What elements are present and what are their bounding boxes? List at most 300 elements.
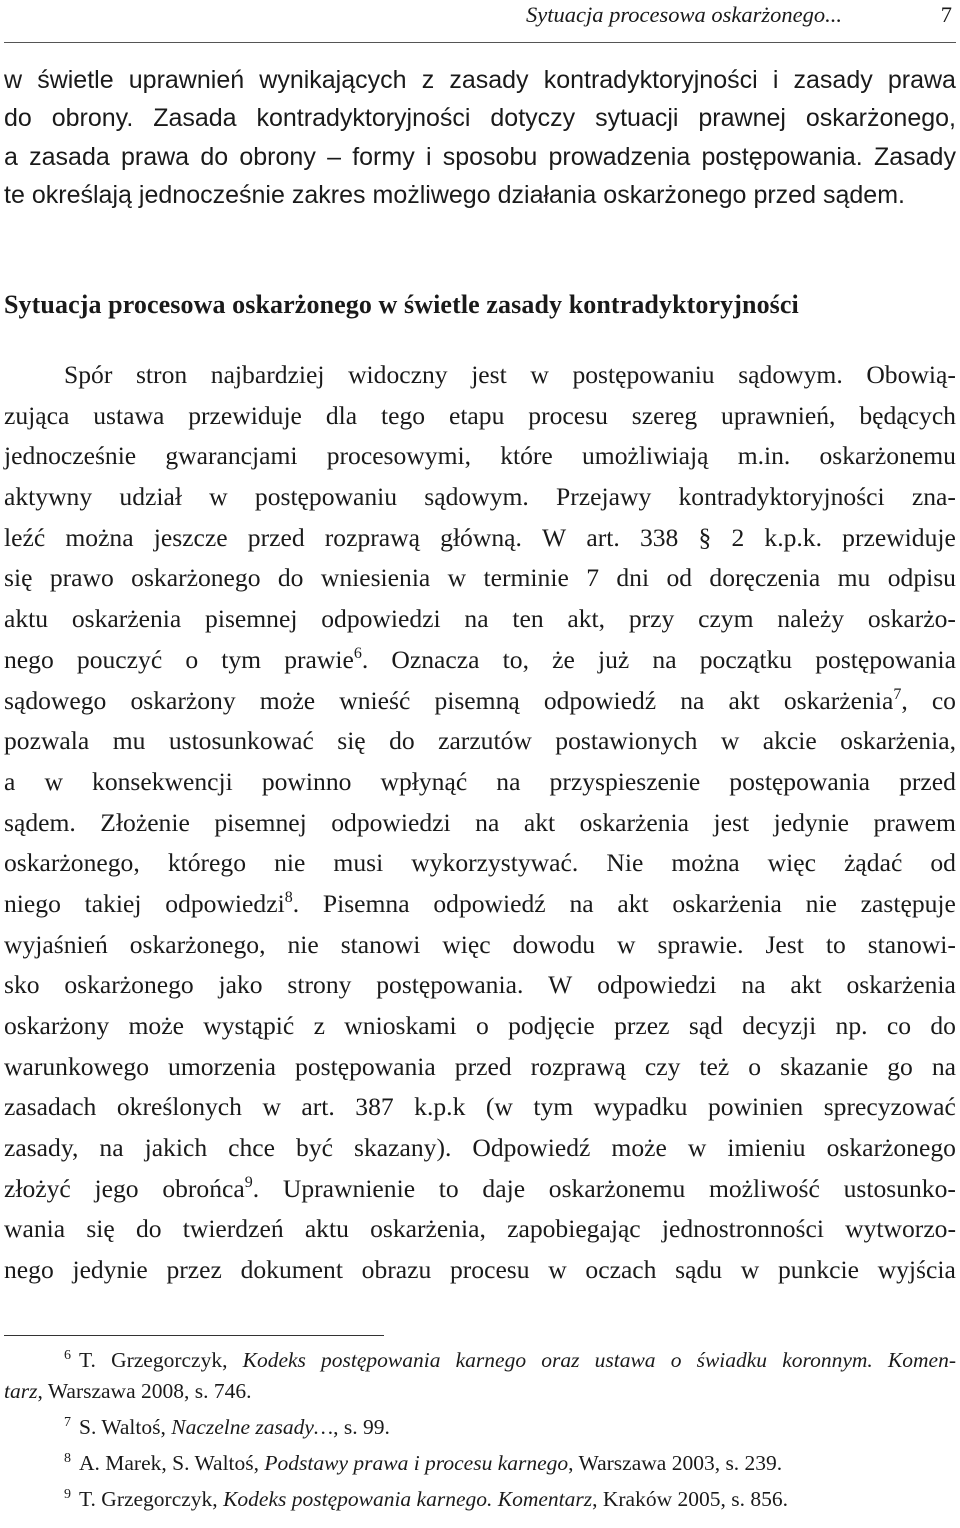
word: postępowaniu xyxy=(572,360,715,389)
word: warunkowego xyxy=(4,1051,149,1081)
text-line xyxy=(4,61,956,99)
word: Spór xyxy=(64,360,113,389)
word: zastępuje xyxy=(860,888,956,918)
word: to xyxy=(438,1173,459,1203)
word: formy xyxy=(352,142,415,171)
word: tym xyxy=(533,1092,574,1122)
word: przed xyxy=(454,1051,512,1081)
word: złożyć xyxy=(4,1173,71,1203)
word: na xyxy=(99,1133,124,1163)
word: w xyxy=(548,1255,567,1285)
text-line xyxy=(4,925,956,966)
word: będących xyxy=(859,400,956,430)
word: uprawnień, xyxy=(721,400,836,430)
footnote-text: A. Marek, S. Waltoś, xyxy=(79,1451,265,1475)
word: działania xyxy=(497,180,597,209)
word: możliwego xyxy=(372,180,491,209)
word: ustawa xyxy=(594,1348,656,1372)
word: Złożenie xyxy=(100,807,190,837)
word: Obowią- xyxy=(866,360,956,389)
word: oskarżonemu xyxy=(819,441,956,471)
word: zarzutów xyxy=(438,726,532,756)
word: w xyxy=(262,1092,281,1122)
word: przy xyxy=(628,604,675,634)
word: Odpowiedź xyxy=(472,1133,591,1163)
word: na xyxy=(569,888,594,918)
footnote-text: T. Grzegorczyk, xyxy=(79,1487,224,1511)
text-line xyxy=(4,884,956,925)
word: postępowania xyxy=(321,1348,441,1372)
word: Jest xyxy=(765,929,804,959)
word: zasady xyxy=(449,66,529,94)
footnote-title: Kodeks postępowania karnego. Komentarz xyxy=(223,1487,593,1511)
text-line xyxy=(4,436,956,477)
word: wpłynąć xyxy=(380,766,468,796)
word: aktywny xyxy=(4,482,93,512)
word: wynikających xyxy=(259,66,407,94)
word: tego xyxy=(380,400,426,430)
word: w xyxy=(44,766,63,796)
word: prawem xyxy=(873,807,956,837)
word: przyspieszenie xyxy=(549,766,701,796)
word: mu xyxy=(837,563,871,593)
word: początku xyxy=(699,644,793,674)
word: więc xyxy=(767,848,816,878)
word: dotyczy xyxy=(490,104,576,133)
word: czym xyxy=(698,604,754,634)
footnote-text: S. Waltoś, xyxy=(79,1415,172,1439)
word: zapobiegając xyxy=(507,1214,641,1244)
word: wniesienia xyxy=(320,563,431,593)
word: aktu xyxy=(304,1214,349,1244)
word: m.in. xyxy=(737,441,791,471)
word: oskarżenia, xyxy=(370,1214,486,1244)
word: sąd xyxy=(688,1011,723,1040)
word: prawie$^6$. xyxy=(284,644,369,674)
word: oskarżenia xyxy=(846,970,956,1000)
word: już xyxy=(597,644,630,674)
word: prawa xyxy=(121,142,190,171)
word: karnego xyxy=(455,1348,527,1372)
word: umożliwiają xyxy=(581,441,709,471)
word: np. xyxy=(835,1011,868,1040)
word: zna- xyxy=(911,482,956,512)
word: obrazu xyxy=(361,1255,432,1285)
text-line xyxy=(4,477,956,518)
word: które xyxy=(500,441,553,471)
word: oskarżony xyxy=(4,1011,110,1040)
word: może xyxy=(128,1011,184,1040)
word: chce xyxy=(228,1133,276,1163)
header-rule xyxy=(4,42,956,43)
word: obrony. xyxy=(51,104,134,133)
word: postępowaniu xyxy=(254,482,398,512)
word: akt xyxy=(617,888,649,918)
word: 387 xyxy=(355,1092,394,1122)
word: na xyxy=(464,604,489,634)
word: oskarżonego xyxy=(64,970,194,1000)
word: prawo xyxy=(49,563,114,593)
text-line xyxy=(4,396,956,437)
word: określonych xyxy=(116,1092,242,1122)
word: o xyxy=(185,644,199,674)
word: można xyxy=(671,848,740,878)
footnote-separator xyxy=(4,1335,384,1336)
text-line xyxy=(4,1169,956,1210)
word: się xyxy=(4,563,33,593)
word: w xyxy=(209,482,228,512)
word: przez xyxy=(614,1011,670,1040)
word: przewiduje xyxy=(188,400,302,430)
word: pouczyć xyxy=(76,644,163,674)
word: dla xyxy=(325,400,358,430)
footnote-reference[interactable]: 9 xyxy=(244,1173,253,1191)
text-line xyxy=(4,965,956,1006)
word: to xyxy=(825,929,846,959)
word: sytuacji xyxy=(595,104,679,133)
word: przed xyxy=(247,522,305,552)
word: rozprawą xyxy=(324,522,420,552)
word: k.p.k. xyxy=(764,522,822,552)
text-line xyxy=(4,599,956,640)
word: terminie xyxy=(483,563,569,593)
word: leźć xyxy=(4,522,46,552)
text-line xyxy=(4,138,956,176)
word: odpisu xyxy=(887,563,956,593)
word: z xyxy=(313,1011,325,1040)
word: oskarżonego, xyxy=(129,929,266,959)
body-paragraph xyxy=(4,355,956,1291)
text-line xyxy=(4,1047,956,1088)
word: zasadach xyxy=(4,1092,97,1122)
word: możliwość xyxy=(708,1173,820,1203)
word: § xyxy=(698,522,712,552)
word: koronnym. xyxy=(782,1348,873,1372)
footnote-9 xyxy=(4,1484,956,1515)
word: oraz xyxy=(541,1348,580,1372)
text-line xyxy=(4,518,956,559)
footnote-title: Podstawy prawa i procesu karnego xyxy=(264,1451,569,1475)
footnote-reference[interactable]: 8 xyxy=(284,888,293,906)
word: oskarżo- xyxy=(867,604,956,634)
word: obrońca$^9$. xyxy=(162,1173,260,1203)
word: ustosunko- xyxy=(843,1173,956,1203)
word: którego xyxy=(167,848,246,878)
word: na xyxy=(931,1051,956,1081)
text-line xyxy=(4,640,956,681)
word: oskarżonego, xyxy=(805,104,956,133)
word: być xyxy=(296,1133,334,1163)
word: akcie xyxy=(762,726,817,756)
word: doręczenia xyxy=(709,563,821,593)
word: zasada xyxy=(29,142,110,171)
word: widoczny xyxy=(348,360,448,389)
word: przed xyxy=(899,766,956,796)
word: dni xyxy=(616,563,650,593)
word: na xyxy=(741,970,766,1000)
footnote-mark: 7 xyxy=(64,1415,71,1430)
word: jednostronności xyxy=(661,1214,824,1244)
word: Grzegorczyk, xyxy=(111,1348,228,1372)
word: mu xyxy=(112,726,146,756)
word: niego xyxy=(4,888,61,918)
footnote-6 xyxy=(4,1345,956,1376)
word: nego xyxy=(4,1255,54,1285)
word: powinien xyxy=(707,1092,804,1122)
page-number: 7 xyxy=(940,2,952,27)
word: i xyxy=(425,142,432,171)
word: W xyxy=(548,970,573,1000)
word: oczach xyxy=(585,1255,657,1285)
word: oskarżonemu xyxy=(548,1173,686,1203)
word: Zasada xyxy=(153,104,237,133)
word: o xyxy=(670,1348,682,1372)
word: i xyxy=(772,66,779,94)
word: wystąpić xyxy=(203,1011,295,1040)
word: co xyxy=(886,1011,912,1040)
text-line xyxy=(4,176,956,214)
word: procesu xyxy=(528,400,608,430)
word: a xyxy=(4,142,18,171)
word: oskarżonego xyxy=(826,1133,956,1163)
word: przez xyxy=(166,1255,222,1285)
word: odpowiedzi xyxy=(597,970,717,1000)
word: jedynie xyxy=(773,807,849,837)
word: k.p.k xyxy=(414,1092,466,1122)
word: konsekwencji xyxy=(92,766,233,796)
footnote-text: , Warszawa 2008, s. 746. xyxy=(37,1379,252,1403)
text-line xyxy=(4,99,956,137)
intro-paragraph xyxy=(4,61,956,214)
word: wania xyxy=(4,1214,66,1244)
word: najbardziej xyxy=(210,360,325,389)
word: art. xyxy=(586,522,620,552)
word: postępowania xyxy=(815,644,956,674)
word: wypadku xyxy=(593,1092,688,1122)
word: sprawie. xyxy=(657,929,744,959)
word: w xyxy=(4,66,23,94)
word: sądem. xyxy=(4,807,76,837)
word: postępowania xyxy=(729,766,870,796)
word: umorzenia xyxy=(168,1051,277,1081)
word: do xyxy=(389,726,415,756)
word: z xyxy=(421,66,435,94)
footnote-reference[interactable]: 6 xyxy=(353,644,362,662)
word: wyjaśnień xyxy=(4,929,108,959)
running-header xyxy=(4,0,952,30)
word: Uprawnienie xyxy=(282,1173,416,1203)
word: go xyxy=(887,1051,913,1081)
word: zasady, xyxy=(4,1133,79,1163)
word: gwarancjami xyxy=(165,441,298,471)
word: należy xyxy=(777,604,845,634)
word: jego xyxy=(94,1173,139,1203)
text-line xyxy=(4,1209,956,1250)
word: jest xyxy=(471,360,507,389)
word: że xyxy=(552,644,575,674)
word: pisemnej xyxy=(214,807,307,837)
text-line xyxy=(4,558,956,599)
word: 338 xyxy=(639,522,679,552)
word: nego xyxy=(4,644,54,674)
word: sko xyxy=(4,970,40,1000)
word: art. xyxy=(301,1092,335,1122)
word: też xyxy=(699,1051,730,1081)
word: kontradyktoryjności xyxy=(256,104,471,133)
text-line xyxy=(4,762,956,803)
word: Przejawy xyxy=(556,482,652,512)
word: akt, xyxy=(567,604,606,634)
word: akt xyxy=(790,970,822,1000)
word: w xyxy=(720,726,740,756)
text-line xyxy=(4,355,956,396)
word: zasady xyxy=(793,66,873,94)
word: oskarżenia xyxy=(71,604,182,634)
footnotes xyxy=(4,1345,956,1515)
word: do xyxy=(4,104,32,133)
word: dowodu xyxy=(512,929,596,959)
word: przed xyxy=(753,180,816,209)
word: – xyxy=(327,142,341,171)
word: oskarżenia xyxy=(672,888,782,918)
word: etapu xyxy=(448,400,505,430)
word: oskarżenia, xyxy=(840,726,956,756)
word: postępowania. xyxy=(701,142,863,171)
text-line xyxy=(4,681,956,722)
word: oskarżonego, xyxy=(4,848,140,878)
footnote-8 xyxy=(4,1448,956,1479)
word: postępowania. xyxy=(376,970,524,1000)
word: jednocześnie xyxy=(138,180,285,209)
word: zakres xyxy=(291,180,366,209)
footnote-text: , s. 99. xyxy=(333,1415,390,1439)
word: sposobu xyxy=(442,142,538,171)
word: $^6$ T. xyxy=(64,1348,96,1372)
word: Zasady xyxy=(873,142,956,171)
footnote-title: Naczelne zasady… xyxy=(171,1415,334,1439)
word: od xyxy=(930,848,956,878)
word: sądowym. xyxy=(738,360,843,389)
word: do xyxy=(200,142,229,171)
word: żądać xyxy=(844,848,903,878)
word: prawnej xyxy=(698,104,786,133)
word: Komen- xyxy=(887,1348,956,1372)
word: stanowi xyxy=(340,929,421,959)
word: można xyxy=(65,522,134,552)
word: te xyxy=(4,180,25,209)
word: strony xyxy=(287,970,352,1000)
word: oskarżonego xyxy=(603,180,747,209)
word: podjęcie xyxy=(508,1011,595,1040)
word: odpowiedź xyxy=(543,685,657,715)
word: aktu xyxy=(4,604,49,634)
footnote-reference[interactable]: 7 xyxy=(893,685,902,703)
word: daje xyxy=(482,1173,526,1203)
footnote-6-continued xyxy=(4,1376,956,1407)
word: nie xyxy=(274,848,306,878)
word: odpowiedzi xyxy=(321,604,441,634)
word: imieniu xyxy=(727,1133,806,1163)
word: w xyxy=(530,360,549,389)
word: od xyxy=(666,563,693,593)
word: kontradyktoryjności xyxy=(678,482,885,512)
word: odpowiedź xyxy=(433,888,546,918)
word: może xyxy=(611,1133,667,1163)
word: skazanie xyxy=(780,1051,869,1081)
word: w xyxy=(617,929,636,959)
word: nie xyxy=(287,929,319,959)
word: wnioskami xyxy=(344,1011,457,1040)
word: postawionych xyxy=(555,726,698,756)
word: tym xyxy=(221,644,262,674)
word: uprawnień xyxy=(128,66,245,94)
word: jako xyxy=(218,970,263,1000)
word: procesu xyxy=(449,1255,530,1285)
word: musi xyxy=(333,848,384,878)
word: oskarżenia$^7$, xyxy=(783,685,908,715)
word: co xyxy=(931,685,956,715)
word: dokument xyxy=(240,1255,343,1285)
word: szereg xyxy=(631,400,698,430)
word: pisemną xyxy=(434,685,520,715)
word: przewiduje xyxy=(842,522,956,552)
word: (w xyxy=(485,1092,513,1122)
word: twierdzeń xyxy=(182,1214,284,1244)
footnote-mark: 9 xyxy=(64,1487,71,1502)
footnote-mark: 8 xyxy=(64,1451,71,1466)
word: a xyxy=(4,766,16,796)
word: sądowym. xyxy=(424,482,529,512)
word: W xyxy=(542,522,567,552)
footnote-mark: 6 xyxy=(64,1348,71,1363)
word: kontradyktoryjności xyxy=(543,66,758,94)
word: procesowymi, xyxy=(326,441,472,471)
word: się xyxy=(337,726,366,756)
word: udział xyxy=(119,482,182,512)
word: świadku xyxy=(696,1348,768,1372)
footnote-text: , Warszawa 2003, s. 239. xyxy=(568,1451,783,1475)
word: w xyxy=(447,563,467,593)
word: 2 xyxy=(731,522,745,552)
word: decyzji xyxy=(742,1011,817,1040)
word: Nie xyxy=(606,848,644,878)
word: to, xyxy=(502,644,529,674)
word: Kodeks xyxy=(242,1348,306,1372)
word: sprecyzować xyxy=(823,1092,956,1122)
footnote-title: tarz xyxy=(4,1379,38,1403)
word: powinno xyxy=(261,766,352,796)
word: na xyxy=(475,807,500,837)
text-line xyxy=(4,1006,956,1047)
word: jest xyxy=(713,807,750,837)
word: stron xyxy=(135,360,188,389)
word: ten xyxy=(512,604,544,634)
word: o xyxy=(475,1011,489,1040)
word: na xyxy=(652,644,677,674)
word: sądowego xyxy=(4,685,107,715)
word: odpowiedzi xyxy=(331,807,451,837)
word: prawa xyxy=(887,66,956,94)
running-title: Sytuacja procesowa oskarżonego... xyxy=(526,2,842,27)
word: w xyxy=(687,1133,707,1163)
word: Oznacza xyxy=(391,644,480,674)
word: postępowania xyxy=(295,1051,436,1081)
word: się xyxy=(86,1214,115,1244)
word: skazany). xyxy=(354,1133,452,1163)
word: więc xyxy=(442,929,491,959)
word: Pisemna xyxy=(322,888,410,918)
word: wnieść xyxy=(339,685,411,715)
